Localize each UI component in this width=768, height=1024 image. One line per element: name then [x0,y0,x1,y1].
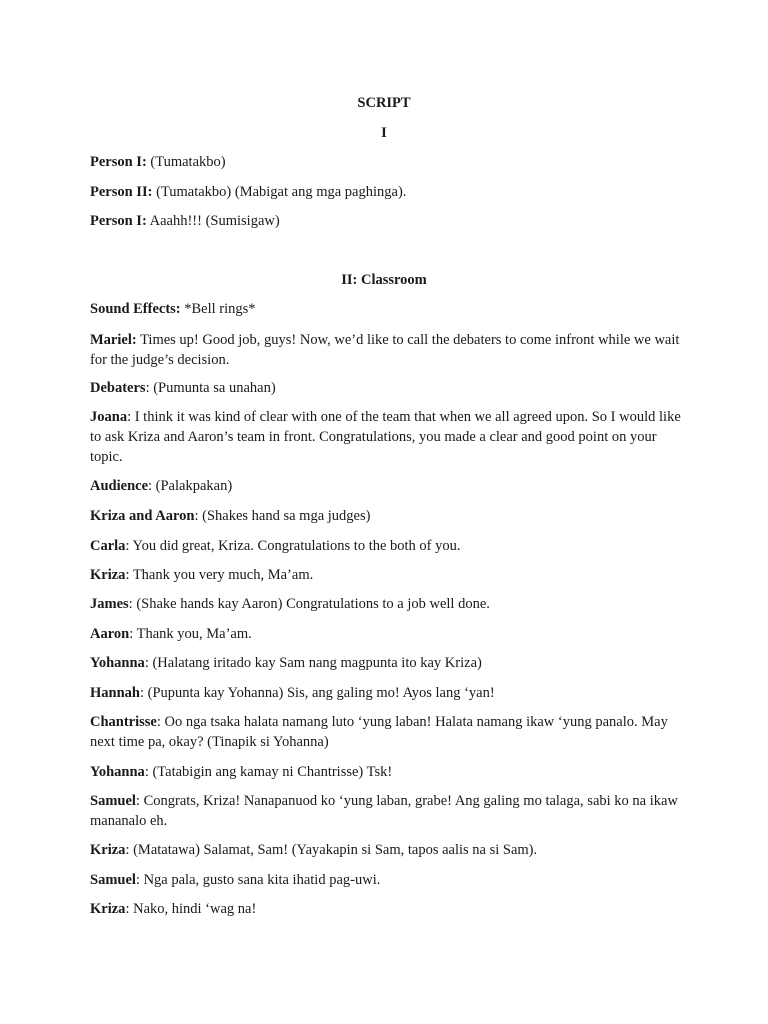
speaker-name: Audience [90,478,148,494]
dialogue-text: : Thank you very much, Ma’am. [125,567,314,583]
script-line [90,791,690,831]
script-line [90,762,690,782]
script-line [90,683,690,703]
dialogue-text: : I think it was kind of clear with one of the team that when we all agreed upon. So I would like to ask Kriza and Aaron’s team in front. Congratulations, you made a clear and good point on your topic. [90,409,681,465]
script-line [90,653,690,673]
script-line [90,565,690,585]
speaker-name: Joana [90,409,128,425]
speaker-name: James [90,596,129,612]
speaker-name: Kriza [90,567,126,583]
dialogue-text: : (Halatang iritado kay Sam nang magpunta ito kay Kriza) [144,655,482,671]
document-title: SCRIPT [357,95,411,111]
dialogue-text: : (Palakpakan) [148,478,233,494]
script-line [90,536,690,556]
dialogue-text: : (Pumunta sa unahan) [145,380,276,396]
section-heading-2: II: Classroom [341,272,427,288]
script-line [90,152,690,172]
dialogue-text: : Nako, hindi ‘wag na! [125,901,257,917]
speaker-name: Aaron [90,626,130,642]
dialogue-text: Aaahh!!! (Sumisigaw) [146,213,280,229]
dialogue-text: : (Shake hands kay Aaron) Congratulations to a job well done. [128,596,490,612]
dialogue-text: : Nga pala, gusto sana kita ihatid pag-uwi. [135,872,381,888]
dialogue-text: : You did great, Kriza. Congratulations to the both of you. [125,538,461,554]
speaker-name: Yohanna [90,764,145,780]
speaker-name: Person I: [90,154,147,170]
speaker-name: Yohanna [90,655,145,671]
script-line [90,407,690,467]
speaker-name: Kriza [90,901,126,917]
script-line [90,712,690,752]
speaker-name: Mariel: [90,332,137,348]
speaker-name: Carla [90,538,126,554]
speaker-name: Person II: [90,184,153,200]
script-line [90,899,690,919]
dialogue-text: : Oo nga tsaka halata namang luto ‘yung laban! Halata namang ikaw ‘yung panalo. May next time pa, okay? (Tinapik si Yohanna) [90,714,668,750]
dialogue-text: (Tumatakbo) (Mabigat ang mga paghinga). [152,184,407,200]
script-line [90,840,690,860]
speaker-name: Samuel [90,872,136,888]
dialogue-text: : (Shakes hand sa mga judges) [194,508,371,524]
dialogue-text: *Bell rings* [180,301,256,317]
section-heading-1: I [381,125,387,141]
speaker-name: Samuel [90,793,136,809]
dialogue-text: : (Pupunta kay Yohanna) Sis, ang galing mo! Ayos lang ‘yan! [139,685,495,701]
script-line [90,299,690,319]
dialogue-text: (Tumatakbo) [146,154,226,170]
script-line [90,594,690,614]
script-line [90,211,690,231]
dialogue-text: : Thank you, Ma’am. [129,626,252,642]
speaker-name: Chantrisse [90,714,157,730]
dialogue-text: : (Matatawa) Salamat, Sam! (Yayakapin si Sam, tapos aalis na si Sam). [125,842,538,858]
dialogue-text: : (Tatabigin ang kamay ni Chantrisse) Tsk! [144,764,393,780]
speaker-name: Debaters [90,380,146,396]
script-line [90,378,690,398]
script-line [90,476,690,496]
script-line [90,624,690,644]
speaker-name: Person I: [90,213,147,229]
dialogue-text: : Congrats, Kriza! Nanapanuod ko ‘yung laban, grabe! Ang galing mo talaga, sabi ko na ikaw mananalo eh. [90,793,678,829]
speaker-name: Kriza and Aaron [90,508,195,524]
script-line [90,506,690,526]
script-line [90,330,690,370]
script-line [90,870,690,890]
speaker-name: Sound Effects: [90,301,181,317]
dialogue-text: Times up! Good job, guys! Now, we’d like to call the debaters to come infront while we wait for the judge’s decision. [90,332,680,368]
speaker-name: Hannah [90,685,140,701]
script-line [90,182,690,202]
speaker-name: Kriza [90,842,126,858]
